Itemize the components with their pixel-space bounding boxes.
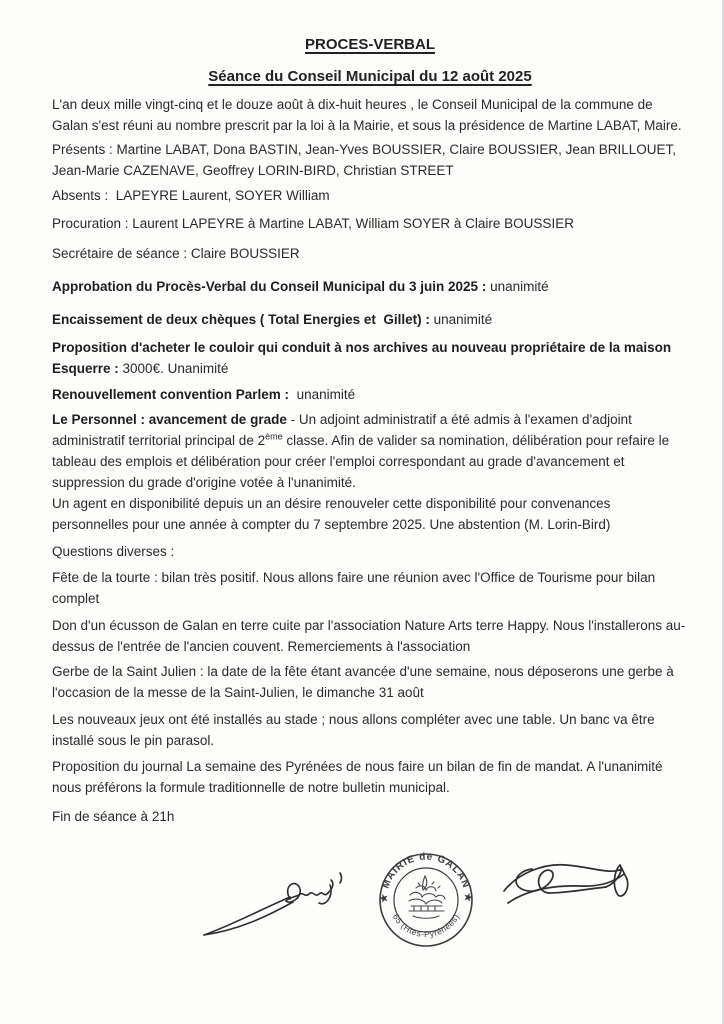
intro-paragraph: L'an deux mille vingt-cinq et le douze août à dix-huit heures , le Conseil Municipal de la commune de Galan s'est réuni au nombre prescrit par la loi à la Mairie, et sous la présidence de Martine LABAT, Maire. [52, 97, 682, 133]
presents-line: Présents : Martine LABAT, Dona BASTIN, Jean-Yves BOUSSIER, Claire BOUSSIER, Jean BRILLOUET, Jean-Marie CAZENAVE, Geoffrey LORIN-BIRD, Christian STREET [52, 142, 680, 178]
decision-encaissement [52, 309, 688, 330]
decision-approbation-label: Approbation du Procès-Verbal du Conseil Municipal du 3 juin 2025 : [52, 279, 487, 294]
personnel-paragraph [52, 409, 688, 493]
question-jeux-stade: Les nouveaux jeux ont été installés au stade ; nous allons compléter avec une table. Un banc va être installé sous le pin parasol. [52, 712, 659, 748]
document-title-text: PROCES-VERBAL [304, 36, 435, 53]
document-subtitle [52, 66, 688, 87]
procuration-line: Procuration : Laurent LAPEYRE à Martine LABAT, William SOYER à Claire BOUSSIER [52, 216, 574, 231]
signatures-block [0, 845, 724, 980]
personnel-heading: Le Personnel : avancement de grade [52, 412, 287, 427]
absents-line: Absents : LAPEYRE Laurent, SOYER William [52, 188, 330, 203]
decision-approbation-result: unanimité [486, 279, 549, 294]
document-title [52, 34, 688, 55]
stamp-mairie-galan [376, 850, 476, 950]
decision-approbation [52, 276, 688, 297]
stamp-emblem [409, 876, 445, 918]
questions-diverses-heading: Questions diverses : [52, 544, 175, 559]
decision-parlem-label: Renouvellement convention Parlem : [52, 387, 290, 402]
question-ecusson: Don d'un écusson de Galan en terre cuite par l'association Nature Arts terre Happy. Nous l'installerons au-dessus de l'entrée de l'ancien couvent. Remerciements à l'association [52, 618, 686, 654]
question-fete-tourte: Fête de la tourte : bilan très positif. Nous allons faire une réunion avec l'Office de Tourisme pour bilan complet [52, 570, 659, 606]
signature-right [496, 847, 636, 922]
signature-left-icon [196, 857, 346, 942]
personnel-text-2: classe. Afin de valider sa nomination, délibération pour refaire le tableau des emplois et délibération pour créer l'emploi correspondant au grade d'avancement et suppression du grade d'origine votée à l'unanimité. [52, 433, 673, 490]
stamp-mairie-galan-icon [376, 850, 476, 950]
decision-parlem [52, 384, 688, 405]
personnel-superscript: ème [265, 431, 283, 442]
stamp-arc-top-text: ★ MAIRIE de GALAN ★ [378, 851, 474, 903]
signature-right-icon [496, 847, 636, 922]
decision-parlem-result: unanimité [289, 387, 356, 402]
secretaire-line: Secrétaire de séance : Claire BOUSSIER [52, 246, 300, 261]
decision-proposition-couloir-result: 3000€. Unanimité [118, 361, 229, 376]
svg-text:65 (Htes-Pyrénées) [391, 912, 461, 939]
agent-disponibilite-paragraph: Un agent en disponibilité depuis un an désire renouveler cette disponibilité pour convenances personnelles pour une année à compter du 7 septembre 2025. Une abstention (M. Lorin-Bird) [52, 496, 615, 532]
decision-proposition-couloir [52, 337, 688, 379]
question-journal-pyrenees: Proposition du journal La semaine des Pyrénées de nous faire un bilan de fin de mandat. A l'unanimité nous préférons la formule traditionnelle de notre bulletin municipal. [52, 759, 667, 795]
decision-encaissement-label: Encaissement de deux chèques ( Total Energies et Gillet) : [52, 312, 430, 327]
question-gerbe-saint-julien: Gerbe de la Saint Julien : la date de la fête étant avancée d'une semaine, nous déposerons une gerbe à l'occasion de la messe de la Saint-Julien, le dimanche 31 août [52, 664, 678, 700]
stamp-arc-bottom-text: 65 (Htes-Pyrénées) [390, 912, 462, 940]
signature-left [196, 857, 346, 942]
decision-encaissement-result: unanimité [429, 312, 493, 327]
document-subtitle-text: Séance du Conseil Municipal du 12 août 2025 [208, 68, 532, 85]
personnel-text-1: - Un adjoint administratif a été admis à l'examen d'adjoint administratif territorial principal de 2 [52, 412, 636, 448]
closing-line: Fin de séance à 21h [52, 809, 175, 824]
decision-proposition-couloir-label: Proposition d'acheter le couloir qui conduit à nos archives au nouveau propriétaire de la maison Esquerre : [52, 340, 675, 376]
